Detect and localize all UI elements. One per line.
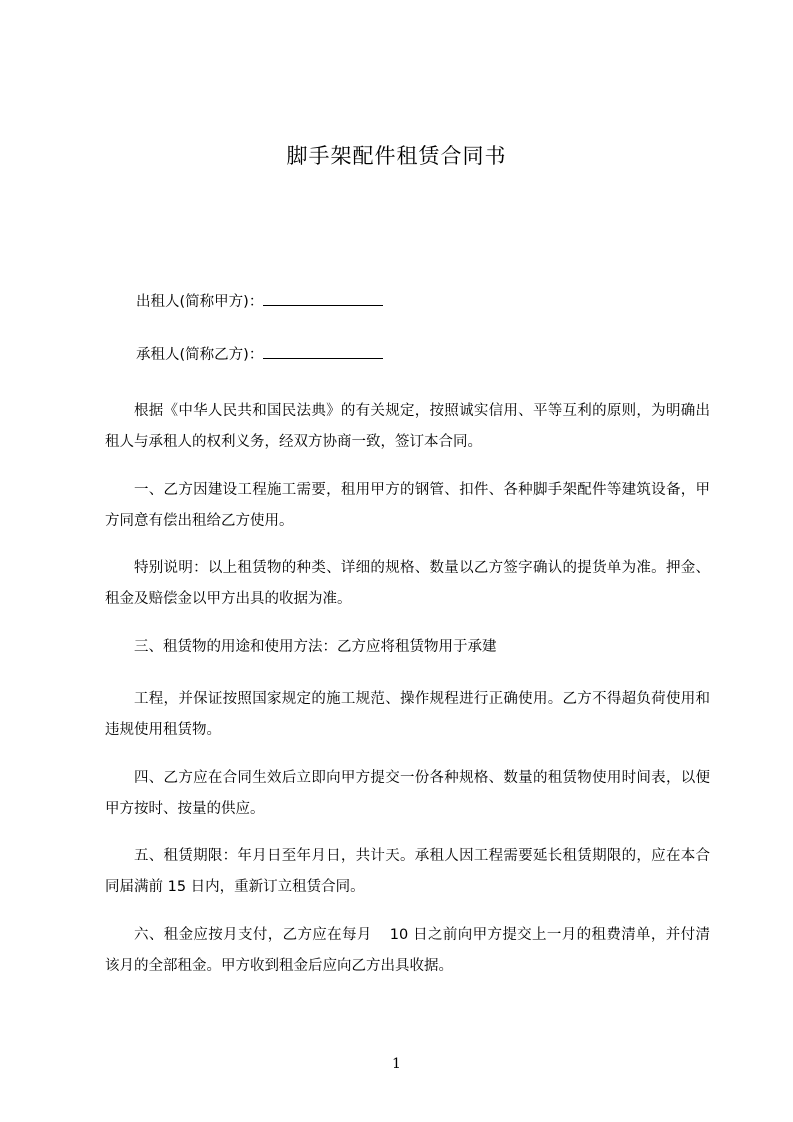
clause-6-part-a: 六、租金应按月支付，乙方应在每月 xyxy=(134,927,372,943)
clause-6 xyxy=(105,920,710,982)
intro-paragraph: 根据《中华人民共和国民法典》的有关规定，按照诚实信用、平等互利的原则，为明确出租人与承租人的权利义务，经双方协商一致，签订本合同。 xyxy=(105,403,710,450)
lessee-line xyxy=(136,344,383,365)
lessor-blank xyxy=(263,291,383,306)
clause-1: 一、乙方因建设工程施工需要，租用甲方的钢管、扣件、各种脚手架配件等建筑设备，甲方同意有偿出租给乙方使用。 xyxy=(105,482,710,529)
clause-6-part-b: 10 日之前向甲方提交上一月的租费清单，并付清该月的全部租金。甲方收到租金后应向乙方出具收据。 xyxy=(105,927,710,974)
clause-4: 四、乙方应在合同生效后立即向甲方提交一份各种规格、数量的租赁物使用时间表，以便甲方按时、按量的供应。 xyxy=(105,770,710,817)
document-title: 脚手架配件租赁合同书 xyxy=(286,144,507,168)
lessee-label: 承租人(简称乙方)： xyxy=(136,347,264,363)
lessee-blank xyxy=(263,344,383,359)
lessor-line xyxy=(136,291,383,312)
page-number: 1 xyxy=(392,1056,401,1072)
special-note: 特别说明：以上租赁物的种类、详细的规格、数量以乙方签字确认的提货单为准。押金、租金及赔偿金以甲方出具的收据为准。 xyxy=(105,560,710,607)
lessor-label: 出租人(简称甲方)： xyxy=(136,294,264,310)
clause-3: 三、租赁物的用途和使用方法：乙方应将租赁物用于承建 xyxy=(134,639,497,655)
clause-5: 五、租赁期限：年月日至年月日，共计天。承租人因工程需要延长租赁期限的，应在本合同届满前 15 日内，重新订立租赁合同。 xyxy=(105,848,710,895)
clause-3-continued: 工程，并保证按照国家规定的施工规范、操作规程进行正确使用。乙方不得超负荷使用和违规使用租赁物。 xyxy=(105,691,710,738)
